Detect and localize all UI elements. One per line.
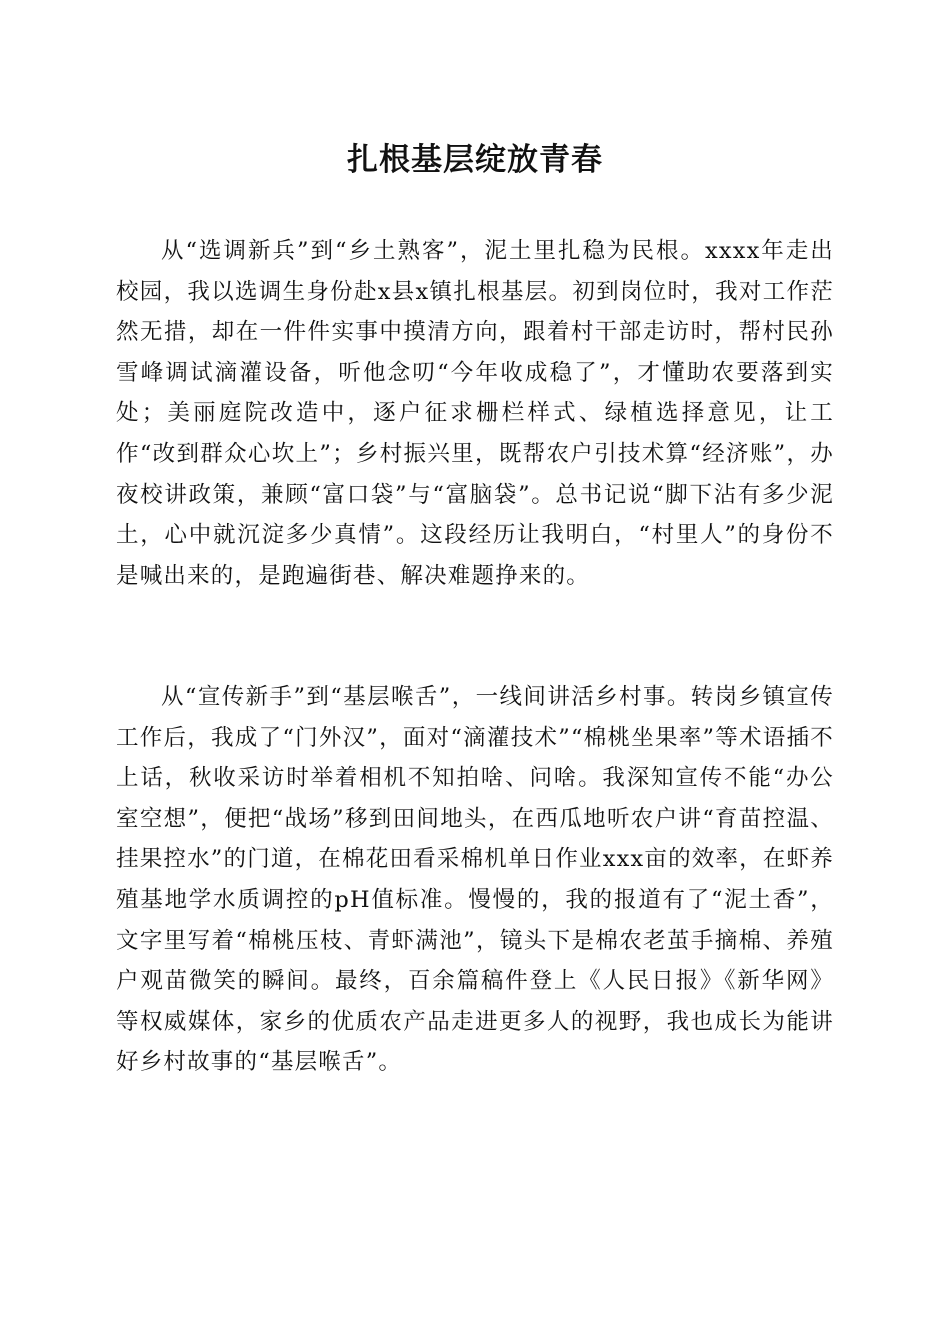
paragraph-1: 从“选调新兵”到“乡土熟客”，泥土里扎稳为民根。xxxx年走出校园，我以选调生身份赴x县x镇扎根基层。初到岗位时，我对工作茫然无措，却在一件件实事中摸清方向，跟着村干部走访时，帮村民孙雪峰调试滴灌设备，听他念叨“今年收成稳了”，才懂助农要落到实处；美丽庭院改造中，逐户征求栅栏样式、绿植选择意见，让工作“改到群众心坎上”；乡村振兴里，既帮农户引技术算“经济账”，办夜校讲政策，兼顾“富口袋”与“富脑袋”。总书记说“脚下沾有多少泥土，心中就沉淀多少真情”。这段经历让我明白，“村里人”的身份不是喊出来的，是跑遍街巷、解决难题挣来的。 — [116, 238, 834, 589]
document-title: 扎根基层绽放青春 — [347, 142, 603, 178]
paragraph-2: 从“宣传新手”到“基层喉舌”，一线间讲活乡村事。转岗乡镇宣传工作后，我成了“门外汉”，面对“滴灌技术”“棉桃坐果率”等术语插不上话，秋收采访时举着相机不知拍啥、问啥。我深知宣传不能“办公室空想”，便把“战场”移到田间地头，在西瓜地听农户讲“育苗控温、挂果控水”的门道，在棉花田看采棉机单日作业xxx亩的效率，在虾养殖基地学水质调控的pH值标准。慢慢的，我的报道有了“泥土香”，文字里写着“棉桃压枝、青虾满池”，镜头下是棉农老茧手摘棉、养殖户观苗微笑的瞬间。最终，百余篇稿件登上《人民日报》《新华网》等权威媒体，家乡的优质农产品走进更多人的视野，我也成长为能讲好乡村故事的“基层喉舌”。 — [116, 684, 834, 1076]
